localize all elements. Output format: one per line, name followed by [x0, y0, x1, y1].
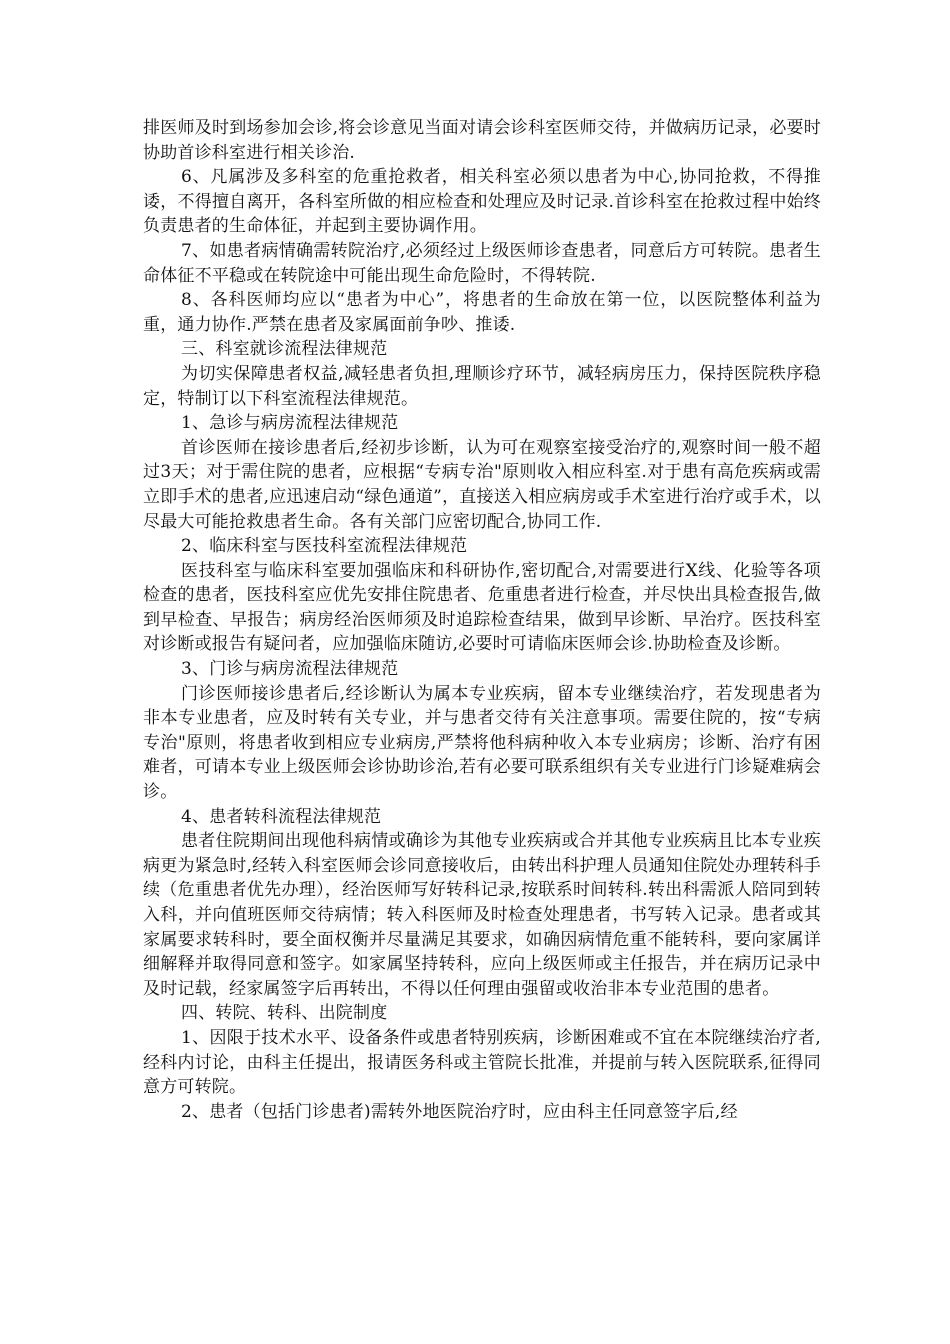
document-body — [143, 116, 821, 1124]
section-heading-4: 四、转院、转科、出院制度 — [181, 1003, 388, 1024]
paragraph-transfer-item-2: 2、患者（包括门诊患者)需转外地医院治疗时，应由科主任同意签字后,经 — [181, 1101, 738, 1122]
paragraph-clinical-technical: 医技科室与临床科室要加强临床和科研协作,密切配合,对需要进行X线、化验等各项检查的患者，医技科室应优先安排住院患者、危重患者进行检查，并尽快出具检查报告,做到早检查、早报告；病房经治医师须及时追踪检查结果，做到早诊断、早治疗。医技科室对诊断或报告有疑问者，应加强临床随访,必要时可请临床医师会诊.协助检查及诊断。 — [143, 560, 821, 655]
paragraph-emergency-ward: 首诊医师在接诊患者后,经初步诊断，认为可在观察室接受治疗的,观察时间一般不超过3天；对于需住院的患者，应根据“专病专治"原则收入相应科室.对于患有高危疾病或需立即手术的患者,应迅速启动“绿色通道”，直接送入相应病房或手术室进行治疗或手术，以尽最大可能抢救患者生命。各有关部门应密切配合,协同工作. — [143, 437, 821, 532]
paragraph-department-transfer: 患者住院期间出现他科病情或确诊为其他专业疾病或合并其他专业疾病且比本专业疾病更为紧急时,经转入科室医师会诊同意接收后，由转出科护理人员通知住院处办理转科手续（危重患者优先办理），经治医师写好转科记录,按联系时间转科.转出科需派人陪同到转入科，并向值班医师交待病情；转入科医师及时检查处理患者，书写转入记录。患者或其家属要求转科时，要全面权衡并尽量满足其要求，如确因病情危重不能转科，要向家属详细解释并取得同意和签字。如家属坚持转科，应向上级医师或主任报告，并在病历记录中及时记载，经家属签字后再转出，不得以任何理由强留或收治非本专业范围的患者。 — [143, 831, 821, 999]
paragraph-section-3-intro: 为切实保障患者权益,减轻患者负担,理顺诊疗环节，减轻病房压力，保持医院秩序稳定，特制订以下科室流程法律规范。 — [143, 363, 821, 409]
paragraph-consultation-end: 排医师及时到场参加会诊,将会诊意见当面对请会诊科室医师交待，并做病历记录，必要时协助首诊科室进行相关诊治. — [143, 118, 821, 163]
paragraph-outpatient-ward: 门诊医师接诊患者后,经诊断认为属本专业疾病，留本专业继续治疗，若发现患者为非本专业患者，应及时转有关专业，并与患者交待有关注意事项。需要住院的，按“专病专治"原则，将患者收到相应专业病房,严禁将他科病种收入本专业病房；诊断、治疗有困难者，可请本专业上级医师会诊协助诊治,若有必要可联系组织有关专业进行门诊疑难病会诊。 — [143, 683, 821, 803]
paragraph-item-6: 6、凡属涉及多科室的危重抢救者，相关科室必须以患者为中心,协同抢救，不得推诿，不得擅自离开，各科室所做的相应检查和处理应及时记录.首诊科室在抢救过程中始终负责患者的生命体征，并起到主要协调作用。 — [143, 167, 821, 237]
paragraph-item-7: 7、如患者病情确需转院治疗,必须经过上级医师诊查患者，同意后方可转院。患者生命体征不平稳或在转院途中可能出现生命危险时，不得转院. — [143, 240, 821, 286]
subheading-emergency-ward: 1、急诊与病房流程法律规范 — [181, 413, 399, 434]
subheading-clinical-technical: 2、临床科室与医技科室流程法律规范 — [181, 536, 468, 557]
section-heading-3: 三、科室就诊流程法律规范 — [181, 339, 388, 360]
paragraph-item-8: 8、各科医师均应以“患者为中心”，将患者的生命放在第一位，以医院整体利益为重，通力协作.严禁在患者及家属面前争吵、推诿. — [143, 290, 821, 335]
subheading-outpatient-ward: 3、门诊与病房流程法律规范 — [181, 659, 399, 680]
paragraph-transfer-item-1: 1、因限于技术水平、设备条件或患者特别疾病，诊断困难或不宜在本院继续治疗者,经科内讨论，由科主任提出，报请医务科或主管院长批准，并提前与转入医院联系,征得同意方可转院。 — [143, 1027, 821, 1098]
subheading-department-transfer: 4、患者转科流程法律规范 — [181, 806, 382, 827]
